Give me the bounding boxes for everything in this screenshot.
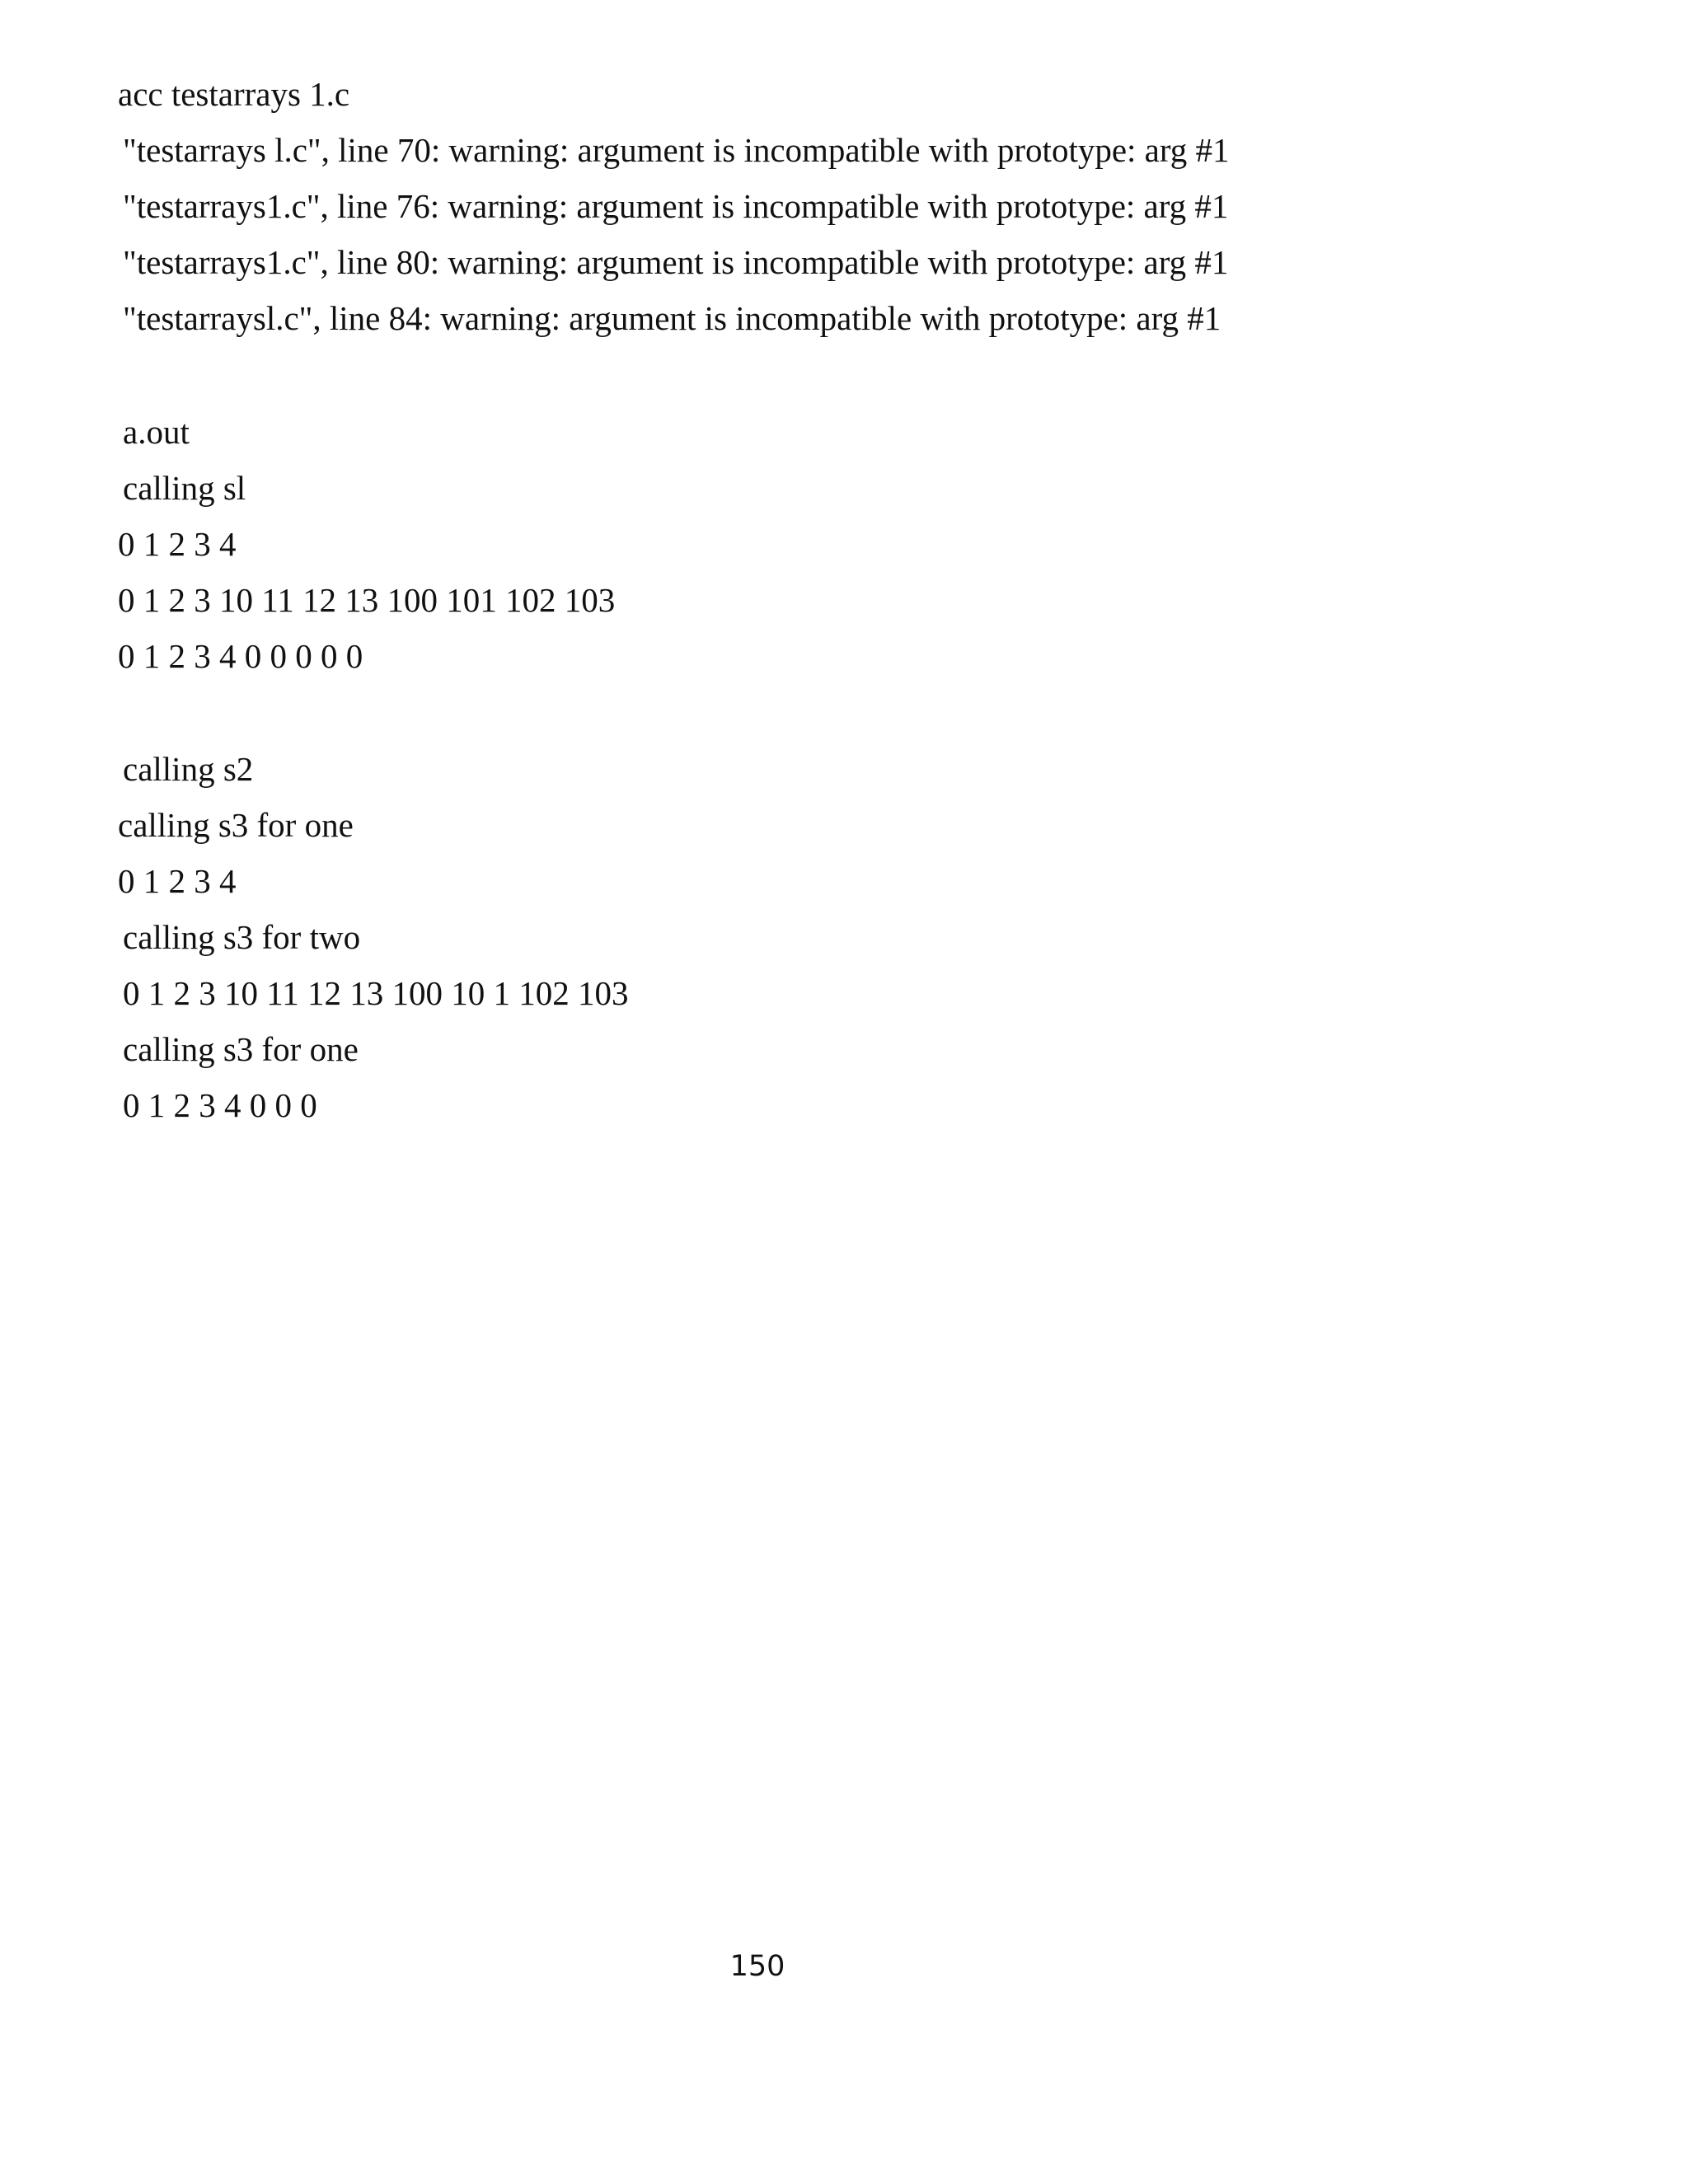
output-line: 0 1 2 3 10 11 12 13 100 10 1 102 103: [123, 974, 629, 1012]
output-line: 0 1 2 3 4 0 0 0: [123, 1086, 317, 1124]
output-line: calling s2: [123, 750, 254, 788]
run-command-line: a.out: [123, 413, 190, 451]
warning-line: "testarrays l.c", line 70: warning: argument is incompatible with prototype: arg #1: [123, 131, 1230, 169]
output-line: calling s3 for two: [123, 918, 361, 956]
output-line: 0 1 2 3 4: [118, 862, 237, 900]
output-line: 0 1 2 3 4: [118, 525, 237, 563]
page-number: 150: [729, 1950, 785, 1983]
output-line: calling s3 for one: [118, 806, 354, 844]
warning-line: "testarraysl.c", line 84: warning: argument is incompatible with prototype: arg #1: [123, 299, 1221, 337]
output-line: 0 1 2 3 4 0 0 0 0 0: [118, 637, 363, 675]
warning-line: "testarrays1.c", line 80: warning: argument is incompatible with prototype: arg #1: [123, 243, 1229, 281]
output-line: 0 1 2 3 10 11 12 13 100 101 102 103: [118, 581, 616, 619]
warning-line: "testarrays1.c", line 76: warning: argument is incompatible with prototype: arg #1: [123, 187, 1229, 225]
compile-command-line: acc testarrays 1.c: [118, 75, 350, 113]
output-line: calling sl: [123, 469, 246, 507]
output-line: calling s3 for one: [123, 1030, 359, 1068]
